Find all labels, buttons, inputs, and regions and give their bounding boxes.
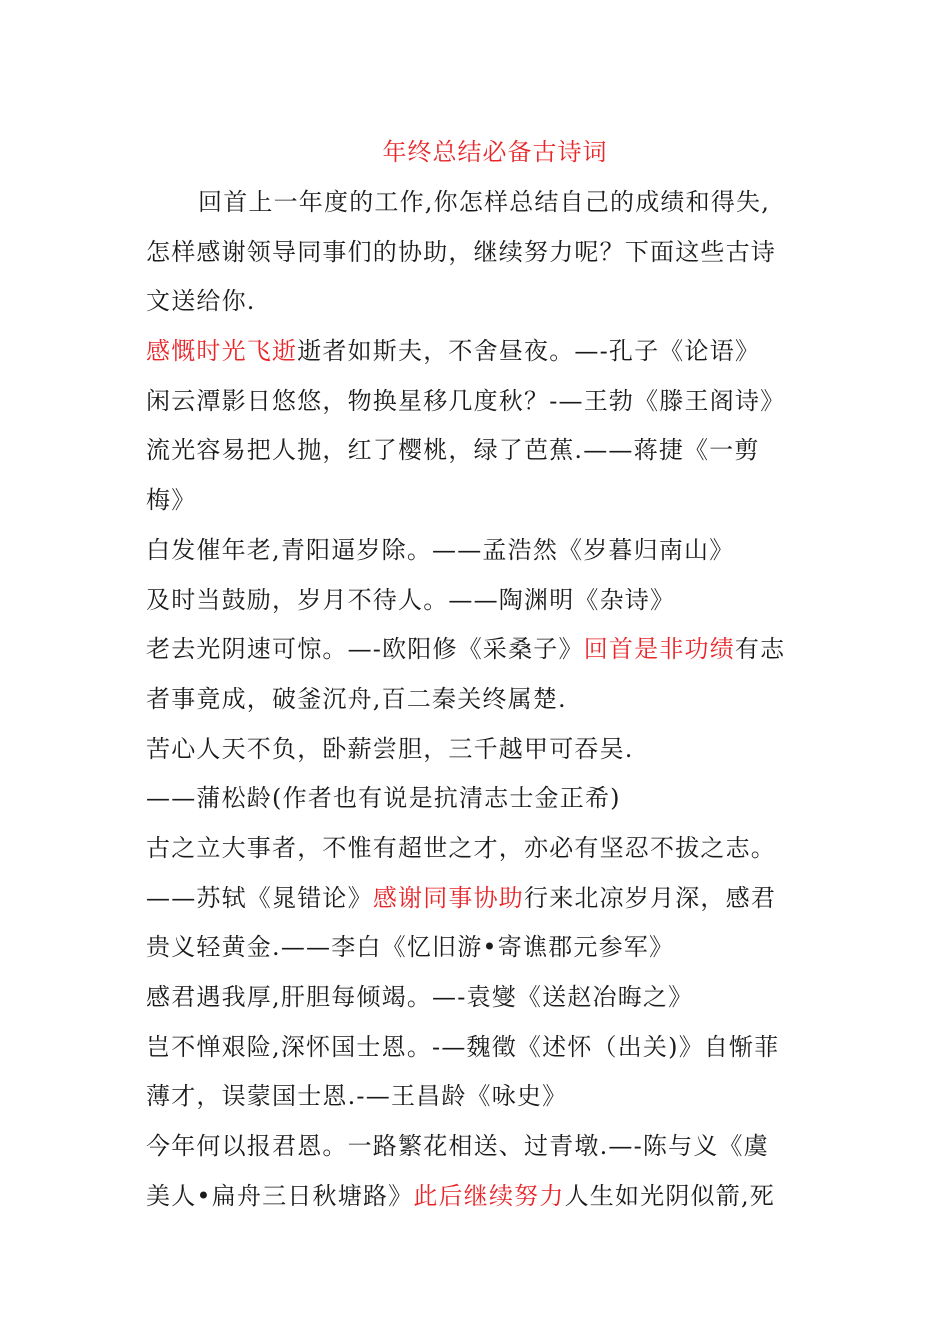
text-line xyxy=(146,426,816,476)
text-line xyxy=(146,625,816,675)
line-text: 今年何以报君恩。一路繁花相送、过青墩.—-陈与义《虞 xyxy=(146,1132,769,1161)
line-text: 梅》 xyxy=(146,486,197,515)
text-line xyxy=(146,526,816,576)
text-line xyxy=(146,1122,816,1172)
text-line xyxy=(146,774,816,824)
text-line xyxy=(146,228,816,278)
text-line xyxy=(146,1172,816,1222)
line-text: 闲云潭影日悠悠，物换星移几度秋？-—王勃《滕王阁诗》 xyxy=(146,386,786,415)
line-text: 回首上一年度的工作,你怎样总结自己的成绩和得失, xyxy=(198,188,771,216)
line-text: 薄才，误蒙国士恩.-—王昌龄《咏史》 xyxy=(146,1082,568,1111)
line-text: 者事竟成，破釜沉舟,百二秦关终属楚. xyxy=(146,684,567,713)
text-line xyxy=(146,1072,816,1122)
document-title: 年终总结必备古诗词 xyxy=(382,138,608,166)
line-text: 老去光阴速可惊。—-欧阳修《采桑子》 xyxy=(146,635,584,664)
text-line xyxy=(146,725,816,775)
text-line xyxy=(146,327,816,377)
line-text: 古之立大事者，不惟有超世之才，亦必有坚忍不拔之志。 xyxy=(146,833,776,862)
line-text: 美人•扁舟三日秋塘路》 xyxy=(146,1181,414,1210)
section-heading: 感谢同事协助 xyxy=(372,883,525,912)
text-line xyxy=(146,178,816,228)
line-text: 文送给你. xyxy=(146,287,256,316)
line-text: 流光容易把人抛，红了樱桃，绿了芭蕉.——蒋捷《一剪 xyxy=(146,436,760,465)
line-text: 岂不惮艰险,深怀国士恩。-—魏徵《述怀（出关)》自惭菲 xyxy=(146,1032,780,1061)
text-line xyxy=(146,973,816,1023)
line-text: 有志 xyxy=(734,635,786,664)
text-line xyxy=(146,923,816,973)
text-line xyxy=(146,874,816,924)
line-text: 怎样感谢领导同事们的协助，继续努力呢？下面这些古诗 xyxy=(146,237,776,266)
text-line xyxy=(146,277,816,327)
text-line xyxy=(146,377,816,427)
line-text: 及时当鼓励，岁月不待人。——陶渊明《杂诗》 xyxy=(146,585,676,614)
text-line xyxy=(146,675,816,725)
text-line xyxy=(146,576,816,626)
line-text: 逝者如斯夫，不舍昼夜。—-孔子《论语》 xyxy=(297,337,761,366)
line-text: ——苏轼《晁错论》 xyxy=(146,883,373,912)
section-heading: 此后继续努力 xyxy=(413,1181,565,1210)
section-heading: 回首是非功绩 xyxy=(583,635,735,664)
line-text: ——蒲松龄(作者也有说是抗清志士金正希) xyxy=(146,784,621,813)
section-heading: 感慨时光飞逝 xyxy=(146,337,298,366)
line-text: 白发催年老,青阳逼岁除。——孟浩然《岁暮归南山》 xyxy=(146,535,735,564)
document-body xyxy=(146,178,816,1221)
line-text: 苦心人天不负，卧薪尝胆，三千越甲可吞吴. xyxy=(146,734,634,763)
text-line xyxy=(146,1023,816,1073)
line-text: 感君遇我厚,肝胆每倾竭。—-袁燮《送赵冶晦之》 xyxy=(146,983,694,1011)
text-line xyxy=(146,476,816,526)
text-line xyxy=(146,824,816,874)
line-text: 人生如光阴似箭,死 xyxy=(564,1181,775,1210)
line-text: 贵义轻黄金.——李白《忆旧游•寄谯郡元参军》 xyxy=(146,933,675,962)
line-text: 行来北凉岁月深，感君 xyxy=(524,883,777,912)
